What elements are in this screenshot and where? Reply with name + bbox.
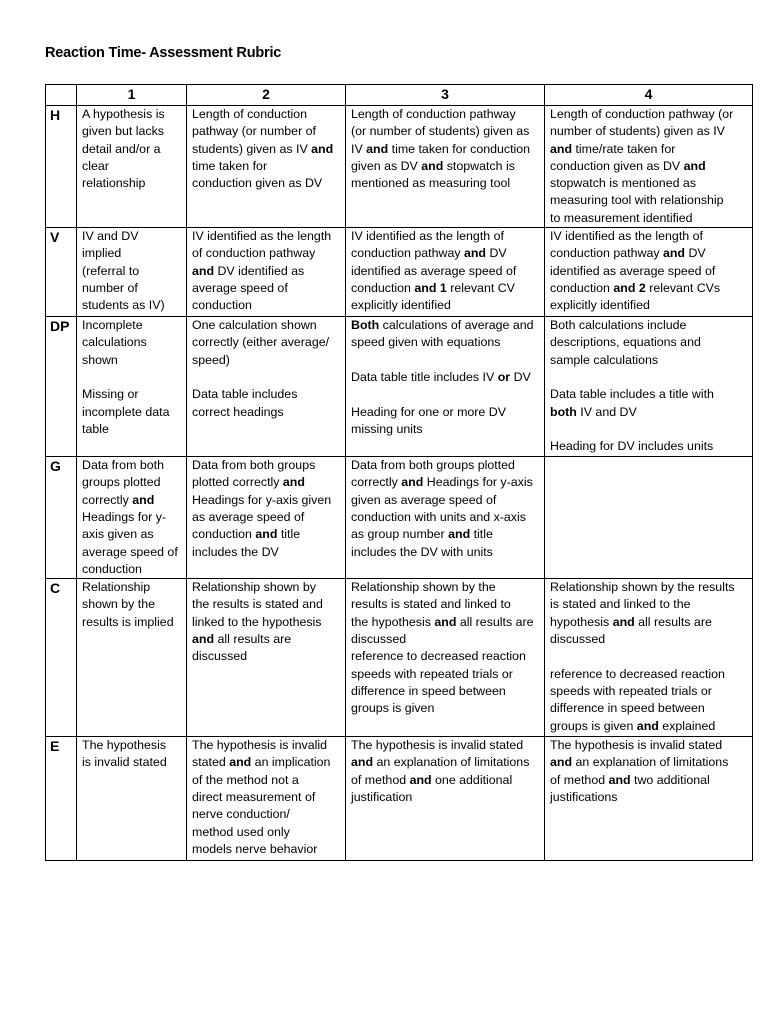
cell-text-line: Relationship shown by the results bbox=[550, 580, 735, 595]
cell-text-line: sample calculations bbox=[550, 352, 659, 367]
cell-text-line: Length of conduction bbox=[192, 107, 308, 121]
cell-text-line: results is stated and linked to bbox=[351, 597, 511, 612]
cell-text-line: stopwatch is mentioned as bbox=[550, 176, 697, 191]
cell-text-line: missing units bbox=[351, 421, 423, 436]
cell-text-line: The hypothesis is invalid bbox=[192, 738, 327, 753]
cell-text-line: conduction and title bbox=[192, 527, 301, 542]
header-row bbox=[46, 85, 753, 106]
cell-text-line: the hypothesis and all results are bbox=[351, 614, 534, 629]
cell-text-line: IV identified as the length of bbox=[550, 229, 703, 244]
rubric-cell-e-level-1 bbox=[77, 737, 187, 861]
header-corner bbox=[46, 85, 77, 106]
cell-text-line: Data table includes a title with bbox=[550, 387, 714, 402]
rubric-cell-g-level-3 bbox=[346, 457, 545, 579]
rubric-cell-c-level-2 bbox=[187, 579, 346, 737]
rubric-cell-v-level-4 bbox=[545, 228, 753, 317]
rubric-cell-e-level-4 bbox=[545, 737, 753, 861]
cell-text-line: students) given as IV and bbox=[192, 141, 334, 156]
cell-text-line: Missing or bbox=[82, 387, 139, 402]
cell-text-line: The hypothesis is invalid stated bbox=[550, 738, 723, 753]
cell-text-line: Headings for y-axis given bbox=[192, 492, 332, 507]
cell-text-line: detail and/or a bbox=[82, 141, 161, 156]
cell-text-line: Heading for one or more DV bbox=[351, 404, 506, 419]
cell-text-line: Data from both bbox=[82, 458, 164, 473]
cell-text-line: method used only bbox=[192, 824, 290, 839]
cell-text-line: as average speed of bbox=[192, 509, 305, 524]
cell-text-line: of the method not a bbox=[192, 772, 299, 787]
rubric-cell-g-level-1 bbox=[77, 457, 187, 579]
cell-text-line: and an explanation of limitations bbox=[550, 755, 729, 770]
row-label: H bbox=[46, 106, 77, 228]
cell-text-line: Incomplete bbox=[82, 318, 143, 333]
cell-text-line: discussed bbox=[351, 632, 407, 647]
cell-text-line: reference to decreased reaction bbox=[351, 649, 526, 664]
cell-text-line: nerve conduction/ bbox=[192, 807, 290, 822]
cell-text-line: discussed bbox=[192, 649, 248, 664]
rubric-cell-h-level-2 bbox=[187, 106, 346, 228]
rubric-row-c bbox=[46, 579, 753, 737]
cell-text-line: conduction given as DV and bbox=[550, 158, 706, 173]
cell-text-line: Data table includes bbox=[192, 387, 298, 402]
rubric-cell-v-level-2 bbox=[187, 228, 346, 317]
cell-text-line: includes the DV bbox=[192, 544, 279, 559]
cell-text-line: The hypothesis is invalid stated bbox=[351, 738, 524, 753]
cell-text-line: of method and one additional bbox=[351, 772, 513, 787]
cell-text-line: IV and DV bbox=[82, 229, 139, 244]
cell-text-line: Relationship shown by bbox=[192, 580, 316, 595]
rubric-row-g bbox=[46, 457, 753, 579]
cell-text-line: table bbox=[82, 421, 109, 436]
rubric-cell-dp-level-3 bbox=[346, 317, 545, 457]
rubric-table bbox=[45, 84, 753, 861]
cell-text-line: mentioned as measuring tool bbox=[351, 176, 511, 191]
cell-text-line: explicitly identified bbox=[550, 298, 650, 313]
row-label: G bbox=[46, 457, 77, 579]
cell-text-line: axis given as bbox=[82, 527, 154, 542]
cell-text-line: IV identified as the length bbox=[192, 229, 332, 244]
rubric-cell-dp-level-2 bbox=[187, 317, 346, 457]
cell-text-line: correct headings bbox=[192, 404, 284, 419]
cell-text-line: measuring tool with relationship bbox=[550, 193, 724, 208]
cell-text-line: and DV identified as bbox=[192, 263, 305, 278]
cell-text-line: groups plotted bbox=[82, 475, 161, 490]
row-label: E bbox=[46, 737, 77, 861]
cell-text-line: correctly and Headings for y-axis bbox=[351, 475, 533, 490]
cell-text-line: groups is given bbox=[351, 701, 435, 716]
cell-text-line: identified as average speed of bbox=[351, 263, 517, 278]
cell-text-line: explicitly identified bbox=[351, 298, 451, 313]
cell-text-line: number of bbox=[82, 280, 138, 295]
cell-text-line: conduction pathway and DV bbox=[550, 246, 706, 261]
rubric-cell-v-level-3 bbox=[346, 228, 545, 317]
cell-text-line: conduction and 1 relevant CV bbox=[351, 280, 515, 295]
cell-text-line: conduction and 2 relevant CVs bbox=[550, 280, 721, 295]
rubric-row-dp bbox=[46, 317, 753, 457]
header-level-2: 2 bbox=[187, 85, 346, 106]
header-level-1: 1 bbox=[77, 85, 187, 106]
cell-text-line: difference in speed between bbox=[550, 701, 705, 716]
blank-line bbox=[550, 648, 747, 665]
cell-text-line: clear bbox=[82, 158, 109, 173]
cell-text-line: IV identified as the length of bbox=[351, 229, 504, 244]
cell-text-line: pathway (or number of bbox=[192, 124, 316, 139]
rubric-row-e bbox=[46, 737, 753, 861]
cell-text-line: (or number of students) given as bbox=[351, 124, 530, 139]
page-title: Reaction Time- Assessment Rubric bbox=[45, 45, 282, 61]
cell-text-line: difference in speed between bbox=[351, 683, 506, 698]
cell-text-line: given as DV and stopwatch is bbox=[351, 158, 515, 173]
cell-text-line: implied bbox=[82, 246, 122, 261]
cell-text-line: is stated and linked to the bbox=[550, 597, 691, 612]
cell-text-line: includes the DV with units bbox=[351, 544, 493, 559]
rubric-body bbox=[46, 106, 753, 861]
cell-text-line: shown by the bbox=[82, 597, 156, 612]
blank-line bbox=[550, 369, 747, 386]
blank-line bbox=[351, 352, 539, 369]
cell-text-line: Heading for DV includes units bbox=[550, 439, 714, 454]
cell-text-line: The hypothesis bbox=[82, 738, 167, 753]
cell-text-line: Relationship shown by the bbox=[351, 580, 496, 595]
cell-text-line: of conduction pathway bbox=[192, 246, 316, 261]
cell-text-line: Length of conduction pathway (or bbox=[550, 107, 734, 121]
cell-text-line: models nerve behavior bbox=[192, 841, 318, 856]
header-level-3: 3 bbox=[346, 85, 545, 106]
rubric-cell-h-level-1 bbox=[77, 106, 187, 228]
row-label: C bbox=[46, 579, 77, 737]
cell-text-line: the results is stated and bbox=[192, 597, 323, 612]
rubric-row-v bbox=[46, 228, 753, 317]
cell-text-line: students as IV) bbox=[82, 298, 165, 313]
cell-text-line: average speed of bbox=[192, 280, 288, 295]
cell-text-line: given but lacks bbox=[82, 124, 164, 139]
rubric-cell-v-level-1 bbox=[77, 228, 187, 317]
rubric-cell-c-level-1 bbox=[77, 579, 187, 737]
rubric-cell-h-level-3 bbox=[346, 106, 545, 228]
cell-text-line: and an explanation of limitations bbox=[351, 755, 530, 770]
rubric-cell-dp-level-4 bbox=[545, 317, 753, 457]
cell-text-line: as group number and title bbox=[351, 527, 493, 542]
cell-text-line: linked to the hypothesis bbox=[192, 614, 322, 629]
cell-text-line: Length of conduction pathway bbox=[351, 107, 516, 121]
cell-text-line: correctly (either average/ bbox=[192, 335, 330, 350]
blank-line bbox=[351, 386, 539, 403]
rubric-cell-c-level-4 bbox=[545, 579, 753, 737]
cell-text-line: conduction given as DV bbox=[192, 176, 323, 191]
cell-text-line: speed given with equations bbox=[351, 335, 501, 350]
cell-text-line: Data from both groups bbox=[192, 458, 316, 473]
blank-line bbox=[82, 369, 181, 386]
rubric-cell-g-level-2 bbox=[187, 457, 346, 579]
cell-text-line: (referral to bbox=[82, 263, 140, 278]
cell-text-line: Data from both groups plotted bbox=[351, 458, 515, 473]
blank-line bbox=[550, 421, 747, 438]
cell-text-line: justification bbox=[351, 790, 413, 805]
cell-text-line: number of students) given as IV bbox=[550, 124, 725, 139]
rubric-cell-e-level-2 bbox=[187, 737, 346, 861]
cell-text-line: speed) bbox=[192, 352, 230, 367]
cell-text-line: relationship bbox=[82, 176, 146, 191]
cell-text-line: hypothesis and all results are bbox=[550, 614, 712, 629]
row-label: DP bbox=[46, 317, 77, 457]
cell-text-line: groups is given and explained bbox=[550, 718, 716, 733]
cell-text-line: discussed bbox=[550, 632, 606, 647]
rubric-cell-e-level-3 bbox=[346, 737, 545, 861]
cell-text-line: to measurement identified bbox=[550, 210, 693, 225]
cell-text-line: correctly and bbox=[82, 492, 155, 507]
cell-text-line: reference to decreased reaction bbox=[550, 666, 725, 681]
cell-text-line: and time/rate taken for bbox=[550, 141, 676, 156]
cell-text-line: shown bbox=[82, 352, 118, 367]
cell-text-line: plotted correctly and bbox=[192, 475, 305, 490]
cell-text-line: of method and two additional bbox=[550, 772, 710, 787]
cell-text-line: and all results are bbox=[192, 632, 292, 647]
cell-text-line: IV and time taken for conduction bbox=[351, 141, 531, 156]
rubric-row-h bbox=[46, 106, 753, 228]
cell-text-line: both IV and DV bbox=[550, 404, 637, 419]
cell-text-line: is invalid stated bbox=[82, 755, 167, 770]
cell-text-line: calculations bbox=[82, 335, 147, 350]
cell-text-line: results is implied bbox=[82, 614, 174, 629]
cell-text-line: A hypothesis is bbox=[82, 107, 165, 121]
header-level-4: 4 bbox=[545, 85, 753, 106]
cell-text-line: conduction bbox=[82, 561, 142, 576]
cell-text-line: speeds with repeated trials or bbox=[351, 666, 513, 681]
cell-text-line: One calculation shown bbox=[192, 318, 317, 333]
rubric-cell-g-level-4 bbox=[545, 457, 753, 579]
rubric-cell-h-level-4 bbox=[545, 106, 753, 228]
row-label: V bbox=[46, 228, 77, 317]
rubric-cell-c-level-3 bbox=[346, 579, 545, 737]
cell-text-line: Headings for y- bbox=[82, 509, 167, 524]
cell-text-line: Relationship bbox=[82, 580, 151, 595]
cell-text-line: conduction pathway and DV bbox=[351, 246, 507, 261]
cell-text-line: descriptions, equations and bbox=[550, 335, 701, 350]
cell-text-line: given as average speed of bbox=[351, 492, 497, 507]
cell-text-line: identified as average speed of bbox=[550, 263, 716, 278]
cell-text-line: conduction with units and x-axis bbox=[351, 509, 526, 524]
cell-text-line: justifications bbox=[550, 790, 618, 805]
cell-text-line: average speed of bbox=[82, 544, 178, 559]
cell-text-line: direct measurement of bbox=[192, 790, 316, 805]
blank-line bbox=[192, 369, 340, 386]
cell-text-line: Both calculations include bbox=[550, 318, 687, 333]
cell-text-line: speeds with repeated trials or bbox=[550, 683, 712, 698]
cell-text-line: conduction bbox=[192, 298, 252, 313]
cell-text-line: time taken for bbox=[192, 158, 268, 173]
cell-text-line: Both calculations of average and bbox=[351, 318, 534, 333]
rubric-cell-dp-level-1 bbox=[77, 317, 187, 457]
cell-text-line: Data table title includes IV or DV bbox=[351, 369, 531, 384]
cell-text-line: incomplete data bbox=[82, 404, 170, 419]
cell-text-line: stated and an implication bbox=[192, 755, 331, 770]
